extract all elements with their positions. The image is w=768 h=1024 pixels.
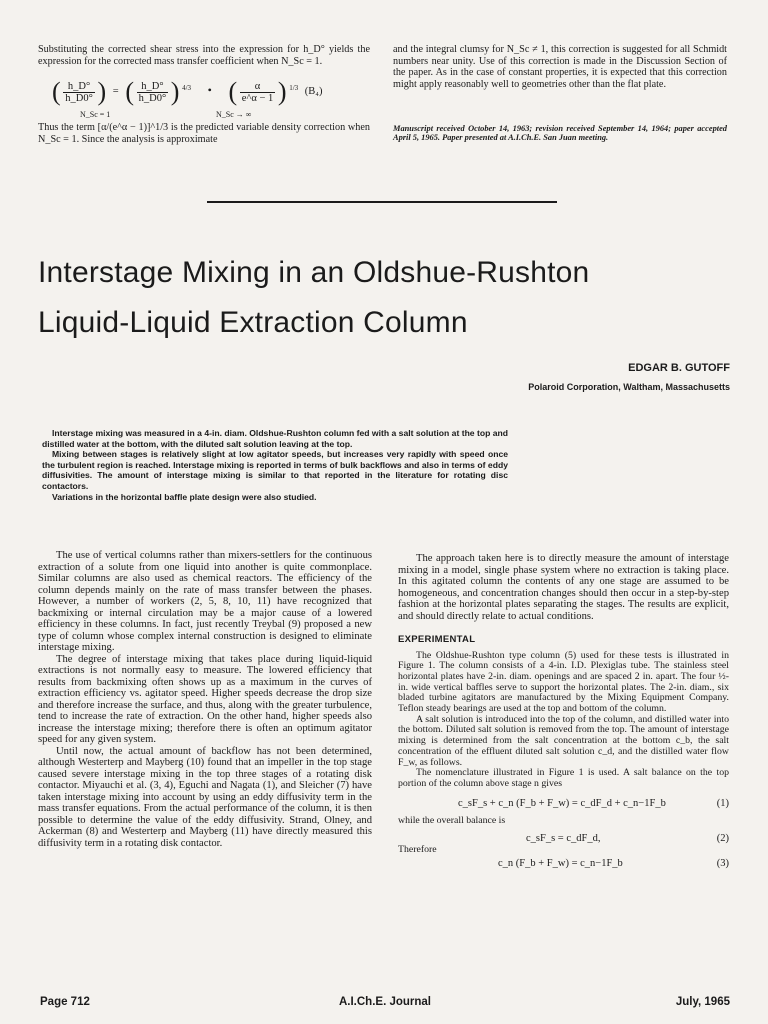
equation-b4: ( $\frac{h\_D^\circ}{h\_D0^\circ}$ ) = ( $\frac{h\_D^\circ}{h\_D0^\circ}$ ) $^{4/3}$ • ( $\frac{\alpha}{e\^{}\alpha - 1}$ ) $^{1/3}$ (B₄) N_Sc = 1 N_Sc → ∞ (52, 77, 323, 119)
section-heading: EXPERIMENTAL (398, 634, 476, 645)
equation-3: c_n (F_b + F_w) = c_n−1F_b (3) (498, 857, 729, 869)
body-paragraph: The nomenclature illustrated in Figure 1 is used. A salt balance on the top portion of the column above stage n gives (398, 767, 729, 789)
journal-name: A.I.Ch.E. Journal (338, 996, 431, 1008)
body-paragraph: The use of vertical columns rather than mixers-settlers for the continuous extraction of a solute from one liquid into another is quite commonplace. Similar columns are also used as chemical reactors. The efficiency of the column depends mainly on the rate of mass transfer between the phases. However, a number of workers (2, 5, 8, 10, 11) have recognized that backmixing or internal circulation may be a major cause of a lowered efficiency in these columns. In fact, just recently Treybal (9) proposed a new type of column whose complex internal construction is designed to eliminate interstage mixing. (38, 550, 372, 653)
body-paragraph: The Oldshue-Rushton type column (5) used for these tests is illustrated in Figure 1. The column consists of a 4-in. I.D. Plexiglas tube. The stainless steel horizontal plates have 2-in. diam. openings and are spaced 2 in. apart. The four ½-in. wide vertical baffles serve to support the horizontal plates. The 2-in. diam., six bladed turbine agitators are manufactured by the Mixing Equipment Company. Teflon steady bearings are used at the top and bottom of the column. (398, 649, 729, 715)
author-name: EDGAR B. GUTOFF (628, 362, 730, 374)
section-divider (207, 201, 557, 203)
equation-1: c_sF_s + c_n (F_b + F_w) = c_dF_d + c_n−1F_b (1) (458, 797, 729, 809)
equation-2: c_sF_s = c_dF_d, (2) (526, 832, 729, 844)
body-left-column (38, 550, 372, 849)
abstract-paragraph: Mixing between stages is relatively slight at low agitator speeds, but increases very rapidly with speed once the turbulent region is reached. Interstage mixing is reported in terms of bulk backflows and also in terms of eddy diffusivities. The amount of interstage mixing is similar to that reported in the literature for rotating disc contactors. (42, 449, 508, 491)
manuscript-note: Manuscript received October 14, 1963; revision received September 14, 1964; paper accepted April 5, 1965. Paper presented at A.I.Ch.E. San Juan meeting. (393, 124, 727, 143)
article-title: Interstage Mixing in an Oldshue-Rushton Liquid-Liquid Extraction Column (38, 256, 590, 339)
abstract (42, 428, 508, 502)
author-affiliation: Polaroid Corporation, Waltham, Massachusetts (528, 382, 730, 392)
page-number: Page 712 (40, 996, 90, 1008)
previous-article-paragraph: Substituting the corrected shear stress into the expression for h_D° yields the expression for the corrected mass transfer coefficient when N_Sc = 1. (38, 44, 370, 67)
body-paragraph: Until now, the actual amount of backflow has not been determined, although Westerterp and Mayberg (10) found that an impeller in the top stage caused severe interstage mixing in the top three stages of a rotating disk contactor. Miyauchi et al. (3, 4), Eguchi and Nagata (1), and Sleicher (7) have taken interstage mixing into account by using an eddy diffusivity term in the mass transfer equations. From the actual performance of the column, it is then possible to determine the value of the eddy diffusivity. Strand, Olney, and Ackerman (8) and Westerterp and Mayberg (11) have directly measured this diffusivity term in a rotating disk contactor. (38, 745, 372, 849)
body-paragraph: The approach taken here is to directly measure the amount of interstage mixing in a model, single phase system where no extraction is taking place. In this agitated column the contents of any one stage are assumed to be homogeneous, and concentration changes should then occur in a step-by-step fashion at the horizontal plates separating the stages. The results are explicit, and should directly relate to actual conditions. (398, 553, 729, 622)
body-right-column: The approach taken here is to directly measure the amount of interstage mixing in a model, single phase system where no extraction is taking place. In this agitated column the contents of any one stage are assumed to be homogeneous, and concentration changes should then occur in a step-by-step fashion at the horizontal plates separating the stages. The results are explicit, and should directly relate to actual conditions. EXPERIMENTAL The Oldshue-Rushton type column (5) used for these tests is illustrated in Figure 1. The column consists of a 4-in. I.D. Plexiglas tube. The stainless steel horizontal plates have 2-in. diam. openings and are spaced 2 in. apart. The four ½-in. wide vertical baffles serve to support the horizontal plates. The 2-in. diam., six bladed turbine agitators are manufactured by the Mixing Equipment Company. Teflon steady bearings are used at the top and bottom of the column. A salt solution is introduced into the top of the column, and distilled water into the bottom. Diluted salt solution is removed from the top. The amount of interstage mixing is determined from the salt concentration at the bottom c_b, the salt concentration of the effluent diluted salt solution c_d, and the distilled water flow F_w, as follows. The nomenclature illustrated in Figure 1 is used. A salt balance on the top portion of the column above stage n gives c_sF_s + c_n (F_b + F_w) = c_dF_d + c_n−1F_b (1) while the overall balance is c_sF_s = c_dF_d, (2) Therefore c_n (F_b + F_w) = c_n−1F_b (3) (398, 553, 729, 869)
previous-article-left-2: Thus the term [α/(e^α − 1)]^1/3 is the predicted variable density correction when N_Sc = 1. Since the analysis is approximate (38, 122, 370, 145)
equation-label: (B₄) (304, 86, 323, 98)
previous-article-right: and the integral clumsy for N_Sc ≠ 1, this correction is suggested for all Schmidt numbers near unity. Use of this correction is made in the Discussion Section of the paper. As in the case of constant properties, it is expected that this correction might apply reasonably well to geometries other than the flat plate. (393, 44, 727, 90)
issue-date: July, 1965 (675, 996, 730, 1008)
abstract-paragraph: Variations in the horizontal baffle plate design were also studied. (52, 491, 317, 502)
body-paragraph: A salt solution is introduced into the top of the column, and distilled water into the bottom. Diluted salt solution is removed from the top. The amount of interstage mixing is determined from the salt concentration at the bottom c_b, the salt concentration of the effluent diluted salt solution c_d, and the distilled water flow F_w, as follows. (398, 713, 729, 768)
previous-article-left (38, 44, 370, 67)
abstract-paragraph: Interstage mixing was measured in a 4-in. diam. Oldshue-Rushton column fed with a salt solution at the top and distilled water at the bottom, with the diluted salt solution leaving at the top. (42, 428, 509, 449)
body-paragraph: The degree of interstage mixing that takes place during liquid-liquid extractions is not normally easy to measure. The lowered efficiency that results from backmixing often shows up as a maximum in the curves of extraction efficiency vs. agitator speed. Higher speeds decrease the drop size and therefore increase the surface, and thus, along with the greater turbulence, tend to increase the rate of extraction. On the other hand, higher speeds also increase the interstage mixing; therefore there is often an optimum agitator speed for any given system. (38, 653, 372, 745)
